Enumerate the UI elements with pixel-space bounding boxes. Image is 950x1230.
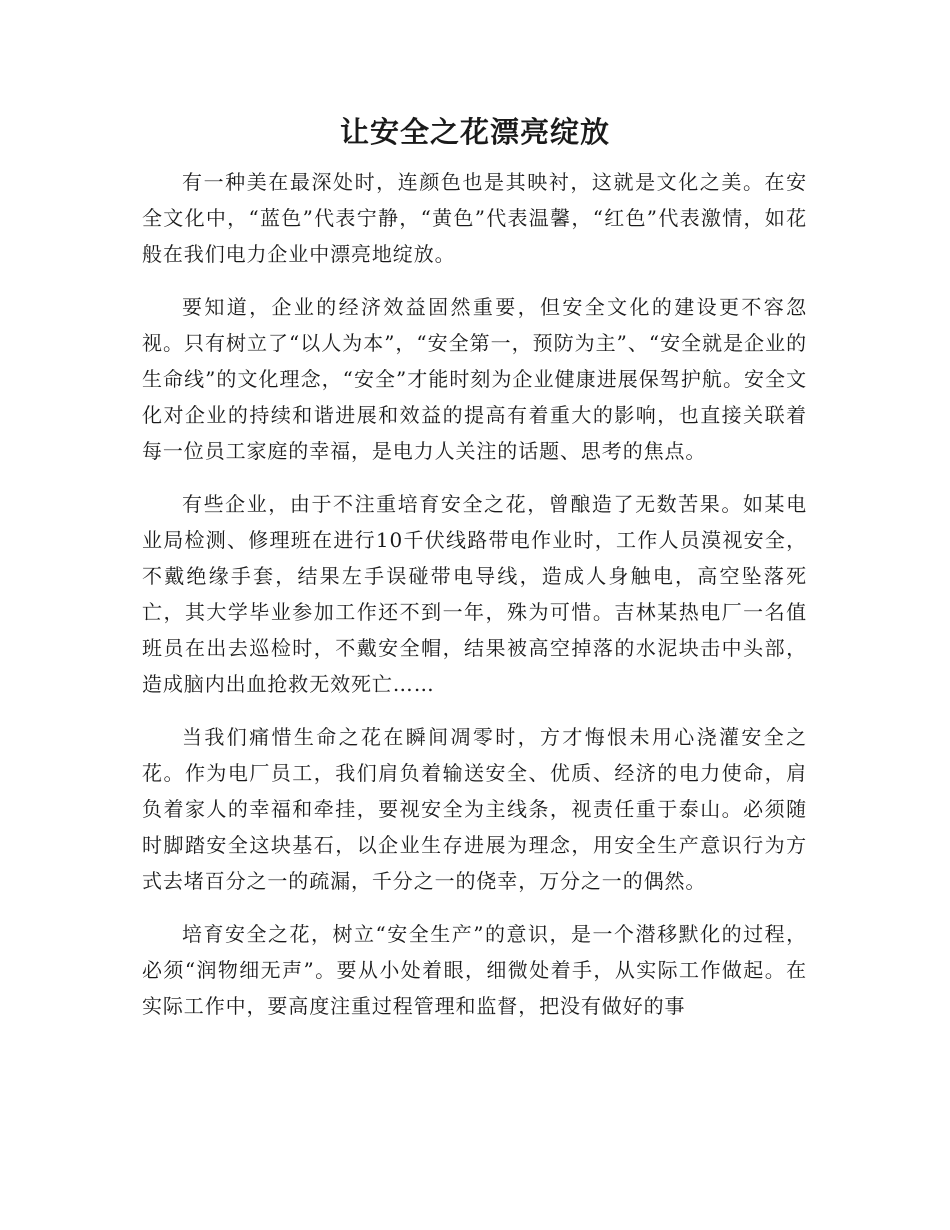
document-body (142, 164, 807, 1041)
paragraph-4: 当我们痛惜生命之花在瞬间凋零时，方才悔恨未用心浇灌安全之花。作为电厂员工，我们肩负着输送安全、优质、经济的电力使命，肩负着家人的幸福和牵挂，要视安全为主线条，视责任重于泰山。必须随时脚踏安全这块基石，以企业生存进展为理念，用安全生产意识行为方式去堵百分之一的疏漏，千分之一的侥幸，万分之一的偶然。 (142, 725, 807, 893)
paragraph-1: 有一种美在最深处时，连颜色也是其映衬，这就是文化之美。在安全文化中，“蓝色”代表宁静，“黄色”代表温馨，“红色”代表激情，如花般在我们电力企业中漂亮地绽放。 (142, 170, 807, 266)
paragraph-5: 培育安全之花，树立“安全生产”的意识，是一个潜移默化的过程，必须“润物细无声”。要从小处着眼，细微处着手，从实际工作做起。在实际工作中，要高度注重过程管理和监督，把没有做好的事 (142, 922, 807, 1018)
document-title: 让安全之花漂亮绽放 (339, 115, 610, 149)
paragraph-2: 要知道，企业的经济效益固然重要，但安全文化的建设更不容忽视。只有树立了“以人为本”，“安全第一，预防为主”、“安全就是企业的生命线”的文化理念，“安全”才能时刻为企业健康进展保驾护航。安全文化对企业的持续和谐进展和效益的提高有着重大的影响，也直接关联着每一位员工家庭的幸福，是电力人关注的话题、思考的焦点。 (142, 295, 807, 463)
paragraph-3: 有些企业，由于不注重培育安全之花，曾酿造了无数苦果。如某电业局检测、修理班在进行10千伏线路带电作业时，工作人员漠视安全，不戴绝缘手套，结果左手误碰带电导线，造成人身触电，高空坠落死亡，其大学毕业参加工作还不到一年，殊为可惜。吉林某热电厂一名值班员在出去巡检时，不戴安全帽，结果被高空掉落的水泥块击中头部，造成脑内出血抢救无效死亡…… (142, 492, 807, 696)
